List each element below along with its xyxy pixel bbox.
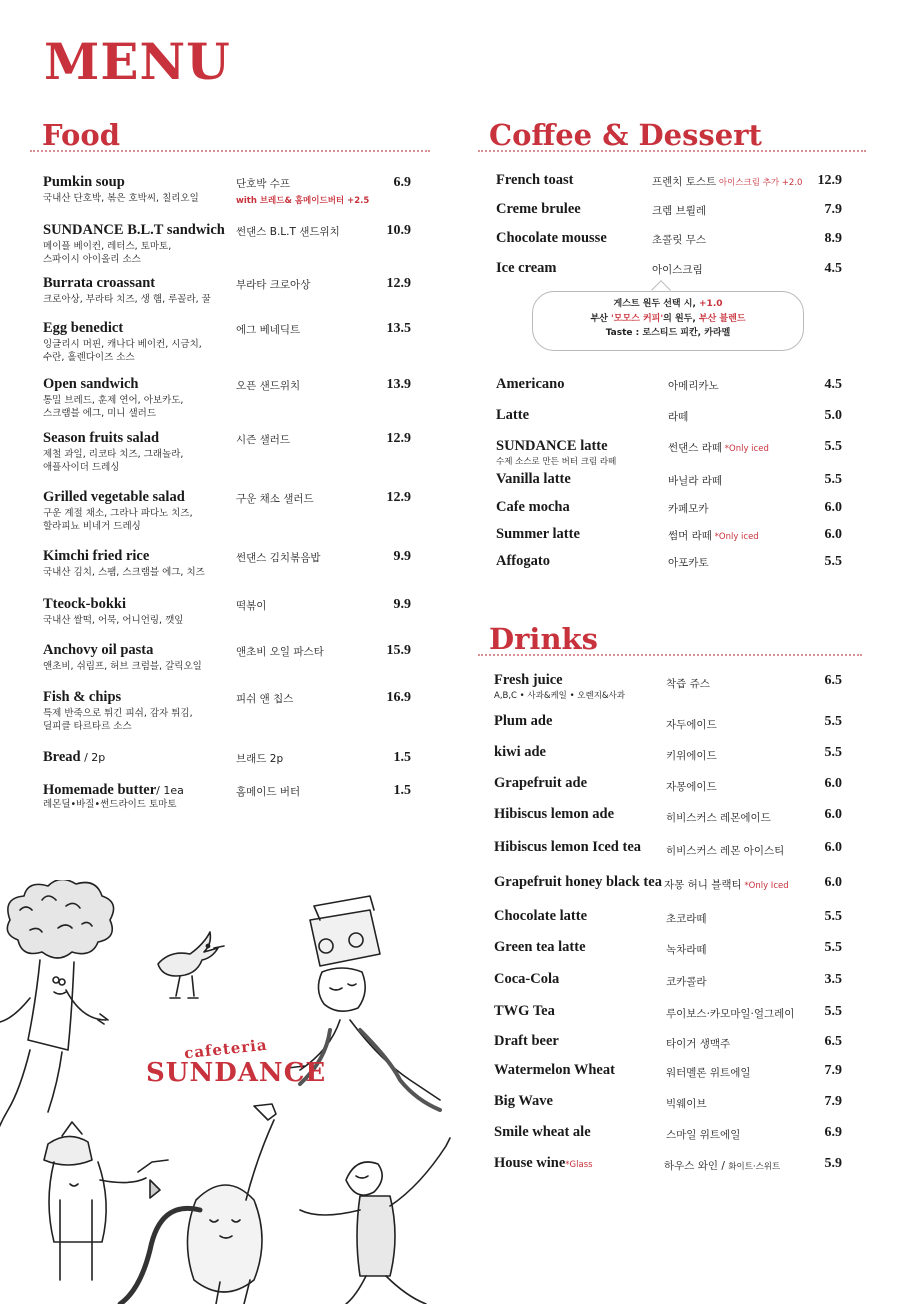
item-name: [43, 749, 105, 766]
menu-item: [43, 749, 413, 769]
item-price: 12.9: [817, 173, 842, 188]
item-price: 5.5: [824, 714, 842, 729]
item-name: Smile wheat ale: [494, 1124, 591, 1140]
menu-item: [43, 489, 413, 532]
item-kor: 스마일 위트에일: [666, 1129, 741, 1141]
item-name: Grapefruit honey black tea: [494, 874, 662, 890]
item-price: 13.5: [386, 321, 411, 336]
item-kor: 히비스커스 레몬 아이스티: [666, 845, 785, 857]
item-kor: 초콜릿 무스: [652, 234, 707, 246]
item-name: Anchovy oil pasta: [43, 642, 154, 658]
item-name: Fresh juice: [494, 672, 563, 688]
menu-item: [496, 499, 846, 519]
item-kor: 썬댄스 김치볶음밥: [236, 552, 321, 564]
item-name: Egg benedict: [43, 320, 124, 336]
item-price: 4.5: [824, 377, 842, 392]
menu-item: [494, 1124, 846, 1144]
menu-item: [494, 1155, 846, 1175]
item-name: Creme brulee: [496, 201, 581, 217]
coffee-section-title: Coffee & Dessert: [489, 118, 762, 152]
item-name: SUNDANCE B.L.T sandwich: [43, 222, 225, 238]
menu-item: [496, 471, 846, 491]
item-price: 5.5: [824, 909, 842, 924]
item-name: [43, 782, 184, 799]
logo-sundance: SUNDANCE: [146, 1058, 327, 1088]
item-price: 12.9: [386, 431, 411, 446]
item-price: 6.5: [824, 1034, 842, 1049]
item-name: Latte: [496, 407, 530, 423]
item-name: Burrata croassant: [43, 275, 156, 291]
menu-item: [494, 1093, 846, 1113]
logo-cafeteria: cafeteria: [183, 1035, 269, 1063]
item-kor: 부라타 크로아상: [236, 279, 311, 291]
menu-item: [496, 201, 846, 221]
item-kor: 녹차라떼: [666, 944, 707, 956]
item-kor: 루이보스·카모마일·얼그레이: [666, 1008, 795, 1020]
item-kor: 아이스크림: [652, 264, 703, 276]
menu-item: [43, 689, 413, 732]
item-desc: 구운 계절 채소, 그라나 파다노 치즈, 할라피뇨 비네거 드레싱: [43, 508, 193, 532]
item-price: 5.5: [824, 472, 842, 487]
item-name: TWG Tea: [494, 1003, 555, 1019]
item-desc: 국내산 단호박, 볶은 호박씨, 칠리오일: [43, 193, 199, 204]
item-price: 4.5: [824, 261, 842, 276]
item-name: Chocolate mousse: [496, 230, 607, 246]
menu-item: [496, 553, 846, 573]
item-price: 5.0: [824, 408, 842, 423]
item-name: Ice cream: [496, 260, 557, 276]
menu-item: [43, 548, 413, 578]
dancer-figure: [300, 1138, 450, 1304]
item-name: SUNDANCE latte: [496, 438, 608, 454]
item-kor: [664, 1158, 780, 1173]
item-price: 5.5: [824, 745, 842, 760]
item-name: Pumkin soup: [43, 174, 125, 190]
menu-item: [494, 672, 846, 701]
bubble-text: 의 원두,: [663, 313, 699, 324]
food-divider: [30, 150, 430, 152]
menu-item: [43, 430, 413, 473]
item-name: Season fruits salad: [43, 430, 160, 446]
item-name: Grapefruit ade: [494, 775, 588, 791]
menu-item: [496, 376, 846, 396]
bubble-text: Taste : 로스티드 피칸, 카라멜: [605, 328, 731, 338]
item-desc: 수제 소스로 만든 버터 크림 라떼: [496, 457, 617, 467]
item-desc: 특제 반죽으로 튀긴 피쉬, 감자 튀김, 딜피클 타르타르 소스: [43, 708, 193, 732]
menu-item: [43, 596, 413, 626]
item-kor: 자몽에이드: [666, 781, 717, 793]
menu-item: [496, 260, 846, 280]
item-kor: 홈메이드 버터: [236, 786, 301, 798]
item-kor: 착즙 쥬스: [666, 678, 710, 690]
item-kor: 코카콜라: [666, 976, 707, 988]
menu-item: [43, 275, 413, 305]
item-price: 12.9: [386, 276, 411, 291]
bubble-highlight: '모모스 커피': [611, 313, 664, 324]
menu-item: [496, 172, 846, 192]
item-kor: 에그 베네딕트: [236, 324, 301, 336]
item-kor: 크렘 브륄레: [652, 205, 707, 217]
menu-item: [494, 939, 846, 959]
menu-item: [494, 1033, 846, 1053]
item-name: Green tea latte: [494, 939, 586, 955]
item-price: 9.9: [393, 549, 411, 564]
bubble-price: +1.0: [699, 299, 723, 309]
item-desc: 국내산 김치, 스팸, 스크램블 에그, 치즈: [43, 567, 205, 578]
item-price: 7.9: [824, 1063, 842, 1078]
item-name: Vanilla latte: [496, 471, 571, 487]
item-name: Kimchi fried rice: [43, 548, 150, 564]
menu-item: [496, 407, 846, 427]
item-kor: 키위에이드: [666, 750, 717, 762]
item-desc: 제철 과일, 리코타 치즈, 그래놀라, 애플사이더 드레싱: [43, 449, 184, 473]
bean-figure: [120, 1104, 276, 1304]
item-name: Tteock-bokki: [43, 596, 126, 612]
item-price: 8.9: [824, 231, 842, 246]
item-desc: 레몬딜•바질•썬드라이드 토마토: [43, 799, 177, 810]
item-desc: 국내산 쌀떡, 어묵, 어니언링, 깻잎: [43, 615, 184, 626]
item-unit: / 2p: [80, 751, 106, 764]
item-desc: 앤초비, 쉬림프, 허브 크럼블, 갈릭오일: [43, 661, 202, 672]
item-kor-text: 하우스 와인 /: [664, 1160, 729, 1172]
item-kor: 브래드 2p: [236, 753, 284, 765]
item-price: 6.9: [824, 1125, 842, 1140]
item-name: Hibiscus lemon Iced tea: [494, 839, 642, 855]
menu-item: [494, 806, 846, 826]
item-price: 5.5: [824, 439, 842, 454]
item-price: 3.5: [824, 972, 842, 987]
menu-item: [496, 230, 846, 250]
bubble-text: 부산: [590, 313, 611, 324]
item-name: Big Wave: [494, 1093, 553, 1109]
item-name: French toast: [496, 172, 574, 188]
drinks-section-title: Drinks: [489, 622, 598, 656]
menu-item: [494, 971, 846, 991]
item-price: 10.9: [386, 223, 411, 238]
item-kor-text: 썬댄스 라떼: [668, 442, 723, 454]
item-kor: 아메리카노: [668, 380, 719, 392]
bubble-highlight: 부산 블렌드: [698, 313, 746, 324]
food-section-title: Food: [42, 118, 120, 152]
item-name: Americano: [496, 376, 565, 392]
bubble-line-3: [533, 326, 803, 341]
page-title: MENU: [44, 32, 231, 91]
item-name: Plum ade: [494, 713, 553, 729]
item-kor: 타이거 생맥주: [666, 1038, 731, 1050]
item-name-text: House wine: [494, 1155, 566, 1171]
bubble-line-1: [533, 297, 803, 312]
item-kor: 빅웨이브: [666, 1098, 707, 1110]
item-note: *Only iced: [722, 444, 769, 454]
menu-item: [494, 874, 846, 894]
item-kor-text: 썸머 라떼: [668, 530, 712, 542]
drinks-divider: [478, 654, 862, 656]
item-price: 7.9: [824, 202, 842, 217]
item-price: 13.9: [386, 377, 411, 392]
dancing-food-illustration: [0, 880, 470, 1304]
item-name: Grilled vegetable salad: [43, 489, 185, 505]
item-kor: 앤초비 오일 파스타: [236, 646, 324, 658]
item-price: 5.9: [824, 1156, 842, 1171]
menu-item: [43, 782, 413, 810]
item-name: kiwi ade: [494, 744, 546, 760]
item-note: 아이스크림 추가 +2.0: [716, 178, 803, 188]
item-kor: [668, 528, 759, 543]
item-kor: [664, 877, 789, 892]
item-name: Chocolate latte: [494, 908, 588, 924]
bubble-text: 게스트 원두 선택 시,: [613, 299, 700, 309]
menu-item: [494, 908, 846, 928]
item-kor: 카페모카: [668, 503, 709, 515]
item-desc: 잉글리시 머핀, 캐나다 베이컨, 시금치, 수란, 홀렌다이즈 소스: [43, 339, 202, 363]
item-name: Draft beer: [494, 1033, 559, 1049]
item-price: 6.5: [824, 673, 842, 688]
item-kor: 썬댄스 B.L.T 샌드위치: [236, 226, 340, 238]
item-price: 16.9: [386, 690, 411, 705]
item-price: 5.5: [824, 940, 842, 955]
item-unit: *Glass: [565, 1160, 593, 1170]
item-name: Cafe mocha: [496, 499, 570, 515]
item-desc: A,B,C • 사과&케일 • 오렌지&사과: [494, 691, 625, 701]
item-name: Summer latte: [496, 526, 580, 542]
item-note: *Only Iced: [741, 881, 789, 891]
menu-item: [494, 839, 846, 859]
item-kor: 구운 채소 샐러드: [236, 493, 314, 505]
item-unit: / 1ea: [156, 784, 184, 797]
item-kor: 자두에이드: [666, 719, 717, 731]
menu-item: [496, 438, 846, 467]
item-kor: 오픈 샌드위치: [236, 380, 301, 392]
item-name: [494, 1155, 593, 1172]
item-kor: 피쉬 앤 칩스: [236, 693, 294, 705]
item-price: 15.9: [386, 643, 411, 658]
item-kor: 아포카토: [668, 557, 709, 569]
item-price: 7.9: [824, 1094, 842, 1109]
item-kor: 시즌 샐러드: [236, 434, 291, 446]
item-desc: 메이플 베이컨, 레터스, 토마토, 스파이시 아이올리 소스: [43, 241, 172, 265]
item-price: 6.0: [824, 840, 842, 855]
item-name-text: Homemade butter: [43, 782, 157, 798]
item-price: 1.5: [393, 783, 411, 798]
item-name: Open sandwich: [43, 376, 139, 392]
item-desc: 크로아상, 부라타 치즈, 생 햄, 루꼴라, 꿀: [43, 294, 211, 305]
item-price: 6.0: [824, 500, 842, 515]
menu-item: [494, 1003, 846, 1023]
item-kor-text: 프렌치 토스트: [652, 176, 717, 188]
menu-item: [494, 713, 846, 733]
item-kor-text: 자몽 허니 블랙티: [664, 879, 742, 891]
menu-item: [43, 174, 413, 206]
item-kor: 초코라떼: [666, 913, 707, 925]
item-name: Watermelon Wheat: [494, 1062, 615, 1078]
item-kor: 떡볶이: [236, 600, 267, 612]
item-price: 6.9: [393, 175, 411, 190]
item-price: 1.5: [393, 750, 411, 765]
menu-item: [496, 526, 846, 546]
item-name-text: Bread: [43, 749, 81, 765]
menu-item: [43, 222, 413, 265]
item-addon: with 브레드& 홈메이드버터 +2.5: [236, 196, 370, 206]
menu-item: [43, 642, 413, 672]
bird-figure: [158, 932, 224, 998]
item-kor: 워터멜론 위트에일: [666, 1067, 751, 1079]
item-kor: 라떼: [668, 411, 689, 423]
item-name: Fish & chips: [43, 689, 122, 705]
bubble-line-2: [533, 312, 803, 327]
menu-item: [43, 376, 413, 419]
item-kor: 히비스커스 레몬에이드: [666, 812, 771, 824]
item-note: *Only iced: [711, 532, 759, 542]
item-kor: 바닐라 라떼: [668, 475, 723, 487]
item-price: 6.0: [824, 875, 842, 890]
item-kor: [652, 174, 802, 189]
menu-item: [43, 320, 413, 363]
item-name: Affogato: [496, 553, 550, 569]
menu-item: [494, 1062, 846, 1082]
item-price: 9.9: [393, 597, 411, 612]
item-price: 5.5: [824, 1004, 842, 1019]
item-kor-small: 화이트·스위트: [728, 1162, 781, 1172]
item-price: 6.0: [824, 807, 842, 822]
item-price: 12.9: [386, 490, 411, 505]
item-kor: [668, 440, 769, 455]
broccoli-figure: [0, 880, 114, 1130]
menu-item: [494, 775, 846, 795]
item-name: Coca-Cola: [494, 971, 560, 987]
bean-info-bubble: [532, 291, 804, 351]
item-name: Hibiscus lemon ade: [494, 806, 615, 822]
coffee-divider: [478, 150, 866, 152]
menu-item: [494, 744, 846, 764]
item-price: 6.0: [824, 776, 842, 791]
item-desc: 통밀 브레드, 훈제 연어, 아보카도, 스크램블 에그, 미니 샐러드: [43, 395, 184, 419]
item-kor: 단호박 수프: [236, 178, 291, 190]
item-price: 5.5: [824, 554, 842, 569]
item-price: 6.0: [824, 527, 842, 542]
